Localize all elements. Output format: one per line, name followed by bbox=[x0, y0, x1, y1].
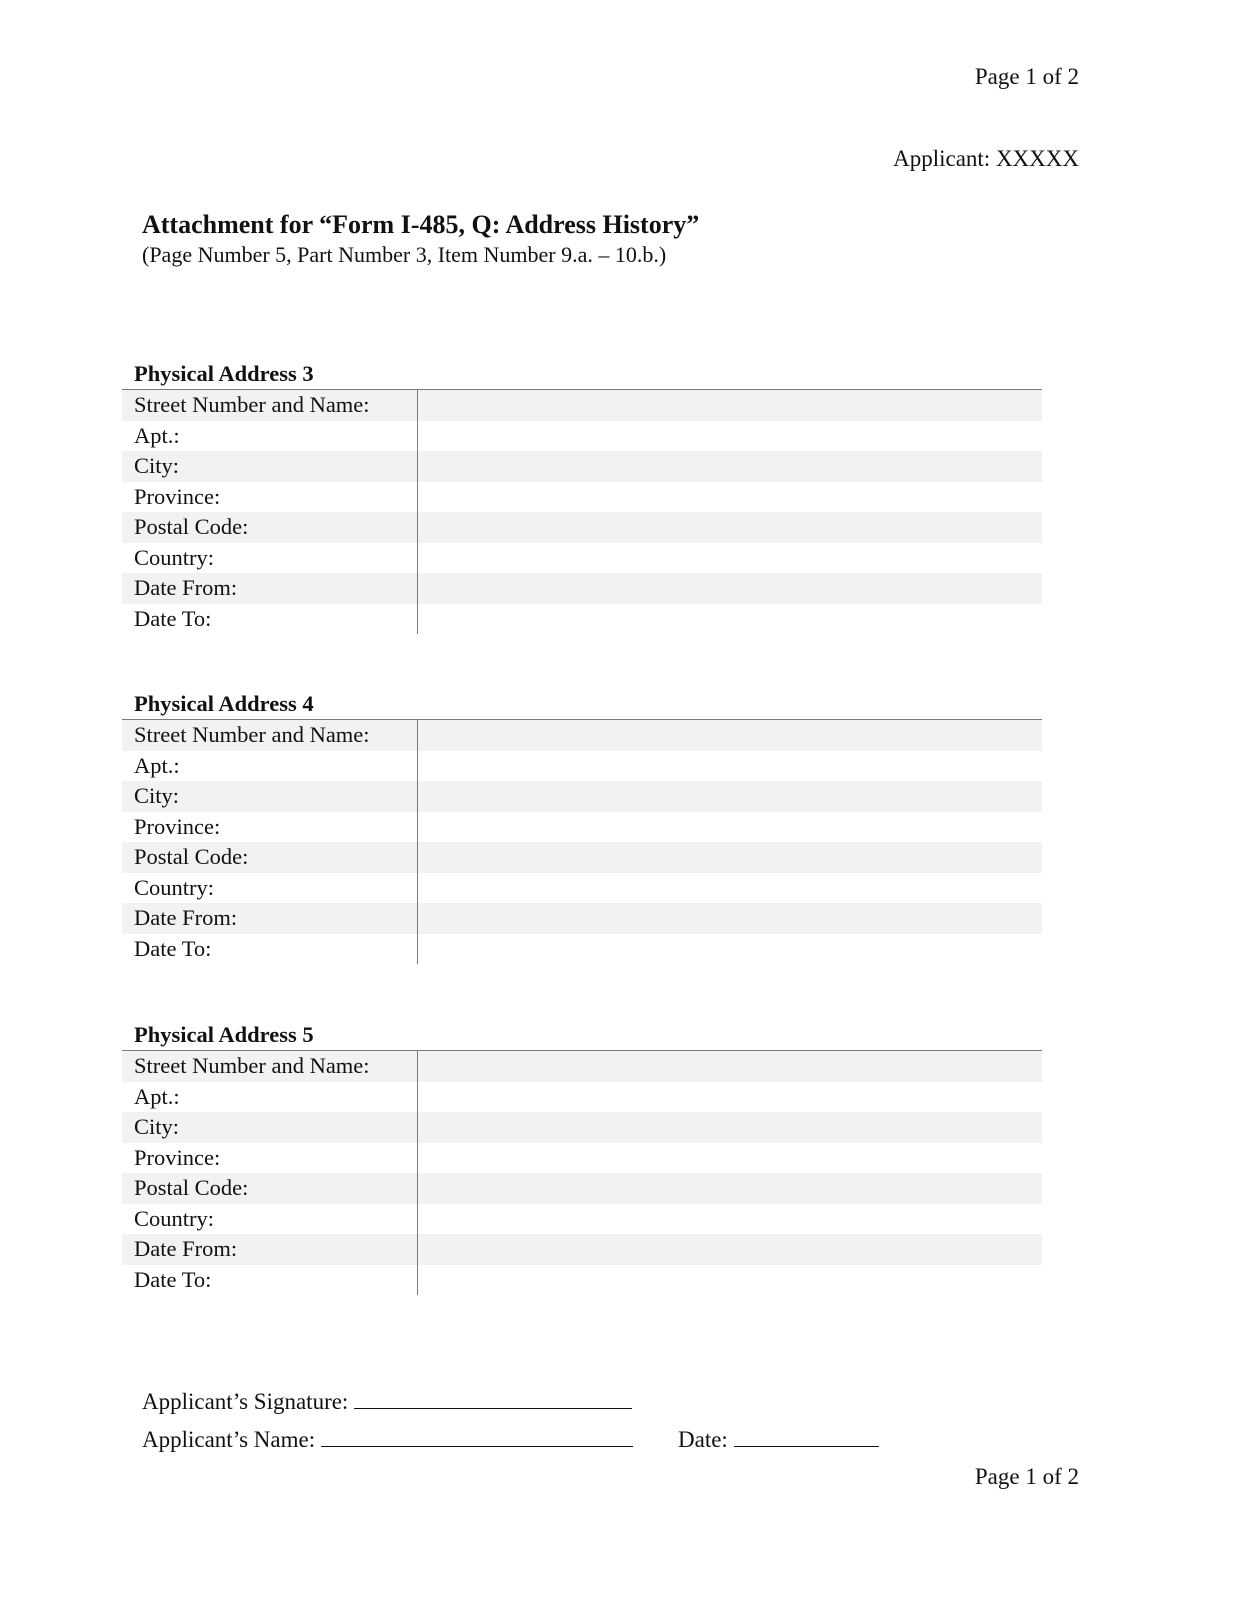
address-section-4 bbox=[122, 690, 1042, 964]
country-value[interactable] bbox=[418, 543, 1042, 574]
table-row bbox=[122, 573, 1042, 604]
field-label: Date From: bbox=[122, 1234, 418, 1265]
field-label: Apt.: bbox=[122, 751, 418, 782]
signature-blank[interactable] bbox=[354, 1388, 632, 1409]
table-row bbox=[122, 1234, 1042, 1265]
table-row bbox=[122, 390, 1042, 421]
table-row bbox=[122, 482, 1042, 513]
field-label: Country: bbox=[122, 873, 418, 904]
date-from-value[interactable] bbox=[418, 573, 1042, 604]
table-row bbox=[122, 1173, 1042, 1204]
table-row bbox=[122, 720, 1042, 751]
field-label: Postal Code: bbox=[122, 1173, 418, 1204]
apt-value[interactable] bbox=[418, 751, 1042, 782]
name-blank[interactable] bbox=[321, 1426, 633, 1447]
field-label: Date To: bbox=[122, 1265, 418, 1296]
field-label: Country: bbox=[122, 1204, 418, 1235]
applicant-id: Applicant: XXXXX bbox=[893, 146, 1079, 171]
country-value[interactable] bbox=[418, 873, 1042, 904]
field-label: Date To: bbox=[122, 604, 418, 635]
field-label: Apt.: bbox=[122, 421, 418, 452]
field-label: Postal Code: bbox=[122, 842, 418, 873]
field-label: Province: bbox=[122, 482, 418, 513]
address-table bbox=[122, 719, 1042, 964]
field-label: Date From: bbox=[122, 573, 418, 604]
country-value[interactable] bbox=[418, 1204, 1042, 1235]
table-row bbox=[122, 512, 1042, 543]
date-to-value[interactable] bbox=[418, 604, 1042, 635]
date-to-value[interactable] bbox=[418, 934, 1042, 965]
table-row bbox=[122, 751, 1042, 782]
address-table bbox=[122, 1050, 1042, 1295]
table-row bbox=[122, 451, 1042, 482]
field-label: Province: bbox=[122, 812, 418, 843]
section-title: Physical Address 4 bbox=[134, 691, 314, 716]
province-value[interactable] bbox=[418, 812, 1042, 843]
field-label: City: bbox=[122, 1112, 418, 1143]
street-value[interactable] bbox=[418, 1051, 1042, 1082]
field-label: City: bbox=[122, 451, 418, 482]
table-row bbox=[122, 1082, 1042, 1113]
date-label: Date: bbox=[678, 1427, 728, 1452]
address-table bbox=[122, 389, 1042, 634]
table-row bbox=[122, 842, 1042, 873]
table-row bbox=[122, 1265, 1042, 1296]
field-label: Street Number and Name: bbox=[122, 720, 418, 751]
city-value[interactable] bbox=[418, 781, 1042, 812]
street-value[interactable] bbox=[418, 390, 1042, 421]
field-label: Date To: bbox=[122, 934, 418, 965]
date-from-value[interactable] bbox=[418, 1234, 1042, 1265]
table-row bbox=[122, 1143, 1042, 1174]
date-to-value[interactable] bbox=[418, 1265, 1042, 1296]
document-subtitle: (Page Number 5, Part Number 3, Item Number 9.a. – 10.b.) bbox=[142, 242, 667, 267]
field-label: Street Number and Name: bbox=[122, 1051, 418, 1082]
province-value[interactable] bbox=[418, 482, 1042, 513]
field-label: Postal Code: bbox=[122, 512, 418, 543]
table-row bbox=[122, 934, 1042, 965]
date-from-value[interactable] bbox=[418, 903, 1042, 934]
apt-value[interactable] bbox=[418, 1082, 1042, 1113]
page-number-bottom: Page 1 of 2 bbox=[974, 1464, 1079, 1489]
section-title: Physical Address 3 bbox=[134, 361, 314, 386]
field-label: Country: bbox=[122, 543, 418, 574]
table-row bbox=[122, 812, 1042, 843]
table-row bbox=[122, 1204, 1042, 1235]
field-label: Street Number and Name: bbox=[122, 390, 418, 421]
city-value[interactable] bbox=[418, 451, 1042, 482]
table-row bbox=[122, 1112, 1042, 1143]
table-row bbox=[122, 543, 1042, 574]
date-line bbox=[678, 1426, 879, 1453]
field-label: Date From: bbox=[122, 903, 418, 934]
address-section-5 bbox=[122, 1021, 1042, 1295]
date-blank[interactable] bbox=[734, 1426, 879, 1447]
table-row bbox=[122, 903, 1042, 934]
province-value[interactable] bbox=[418, 1143, 1042, 1174]
table-row bbox=[122, 873, 1042, 904]
address-section-3 bbox=[122, 360, 1042, 634]
city-value[interactable] bbox=[418, 1112, 1042, 1143]
postal-value[interactable] bbox=[418, 1173, 1042, 1204]
table-row bbox=[122, 1051, 1042, 1082]
street-value[interactable] bbox=[418, 720, 1042, 751]
signature-line bbox=[142, 1388, 632, 1415]
name-line bbox=[142, 1426, 633, 1453]
postal-value[interactable] bbox=[418, 512, 1042, 543]
signature-label: Applicant’s Signature: bbox=[142, 1389, 349, 1414]
field-label: Province: bbox=[122, 1143, 418, 1174]
field-label: City: bbox=[122, 781, 418, 812]
table-row bbox=[122, 604, 1042, 635]
section-title: Physical Address 5 bbox=[134, 1022, 314, 1047]
table-row bbox=[122, 781, 1042, 812]
name-label: Applicant’s Name: bbox=[142, 1427, 316, 1452]
apt-value[interactable] bbox=[418, 421, 1042, 452]
postal-value[interactable] bbox=[418, 842, 1042, 873]
document-title: Attachment for “Form I-485, Q: Address History” bbox=[142, 210, 700, 239]
field-label: Apt.: bbox=[122, 1082, 418, 1113]
table-row bbox=[122, 421, 1042, 452]
page-number-top: Page 1 of 2 bbox=[974, 64, 1079, 89]
